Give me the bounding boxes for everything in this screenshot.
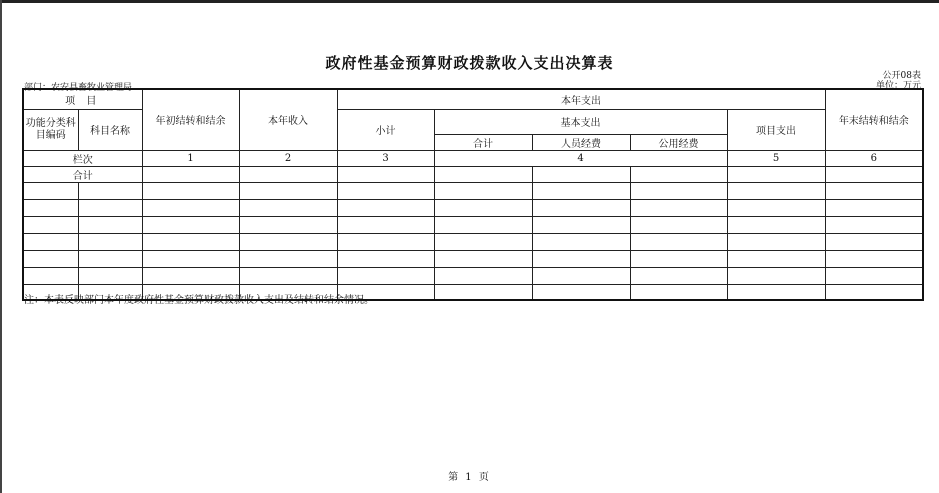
table-cell [727,166,825,182]
table-cell [337,250,434,267]
header-begin-balance: 年初结转和结余 [142,89,239,150]
header-basic-total: 合计 [434,134,532,150]
table-cell [23,267,78,284]
table-cell [630,250,727,267]
table-cell [142,199,239,216]
header-personnel: 人员经费 [532,134,630,150]
budget-table [22,88,924,301]
table-cell [825,182,923,199]
table-cell [78,233,142,250]
table-cell [78,182,142,199]
column-number-6: 6 [825,150,923,166]
table-cell [434,250,532,267]
table-cell [23,182,78,199]
header-year-expense: 本年支出 [337,89,825,109]
table-cell [630,199,727,216]
table-cell [239,166,337,182]
page-number: 第 1 页 [448,472,491,483]
table-cell [142,182,239,199]
header-public: 公用经费 [630,134,727,150]
table-cell [434,182,532,199]
table-cell [337,233,434,250]
table-cell [532,267,630,284]
table-cell [434,216,532,233]
table-row [23,250,923,267]
column-number-row [23,150,923,166]
table-cell [532,284,630,300]
table-cell [142,216,239,233]
table-cell [532,199,630,216]
table-cell [23,199,78,216]
table-cell [727,216,825,233]
table-cell [630,267,727,284]
table-row [23,233,923,250]
table-cell [337,267,434,284]
table-cell [239,199,337,216]
table-row [23,267,923,284]
table-cell [630,216,727,233]
table-cell [434,199,532,216]
table-cell [825,233,923,250]
department-label: 部门：农安县畜牧业管理局 [24,83,133,93]
table-row [23,199,923,216]
table-cell [239,250,337,267]
scan-top-edge [0,0,939,3]
table-cell [337,182,434,199]
table-cell [142,166,239,182]
table-cell [434,166,532,182]
header-basic-expense: 基本支出 [434,109,727,134]
header-row-1 [23,89,923,109]
table-cell [239,267,337,284]
table-cell [532,216,630,233]
table-cell [434,284,532,300]
table-cell [78,250,142,267]
table-cell [434,267,532,284]
table-cell [337,166,434,182]
column-number-5: 5 [727,150,825,166]
header-project-expense: 项目支出 [727,109,825,150]
table-cell [532,182,630,199]
table-cell [434,233,532,250]
table-cell [630,166,727,182]
table-cell [337,199,434,216]
table-cell [532,250,630,267]
table-cell [630,284,727,300]
table-cell [825,216,923,233]
header-year-income: 本年收入 [239,89,337,150]
column-number-3: 3 [337,150,434,166]
table-cell [630,182,727,199]
column-number-2: 2 [239,150,337,166]
unit-label: 单位：万元 [875,81,921,91]
table-cell [239,233,337,250]
scan-left-edge [0,0,2,493]
table-cell [825,250,923,267]
table-cell [78,267,142,284]
form-number: 公开08表 [882,71,921,81]
table-cell [78,199,142,216]
total-row-label: 合计 [23,166,142,182]
table-cell [23,216,78,233]
header-subject-name: 科目名称 [78,109,142,150]
table-cell [337,216,434,233]
header-func-code: 功能分类科目编码 [23,109,78,150]
table-cell [239,216,337,233]
table-cell [630,233,727,250]
table-row [23,182,923,199]
table-cell [23,250,78,267]
table-cell [532,166,630,182]
table-row [23,216,923,233]
table-cell [825,166,923,182]
total-row [23,166,923,182]
header-subtotal: 小计 [337,109,434,150]
header-item: 项 目 [23,89,142,109]
header-end-balance: 年末结转和结余 [825,89,923,150]
column-number-4: 4 [434,150,727,166]
table-cell [727,267,825,284]
table-cell [825,199,923,216]
table-cell [727,284,825,300]
column-number-label: 栏次 [23,150,142,166]
table-cell [142,267,239,284]
table-cell [142,233,239,250]
column-number-1: 1 [142,150,239,166]
table-cell [532,233,630,250]
table-cell [727,182,825,199]
table-cell [23,233,78,250]
table-cell [727,233,825,250]
table-cell [825,267,923,284]
table-cell [825,284,923,300]
table-cell [727,199,825,216]
table-cell [727,250,825,267]
table-cell [78,216,142,233]
page-title: 政府性基金预算财政拨款收入支出决算表 [325,54,614,72]
table-cell [142,250,239,267]
footnote: 注：本表反映部门本年度政府性基金预算财政拨款收入支出及结转和结余情况。 [24,295,374,306]
table-cell [239,182,337,199]
